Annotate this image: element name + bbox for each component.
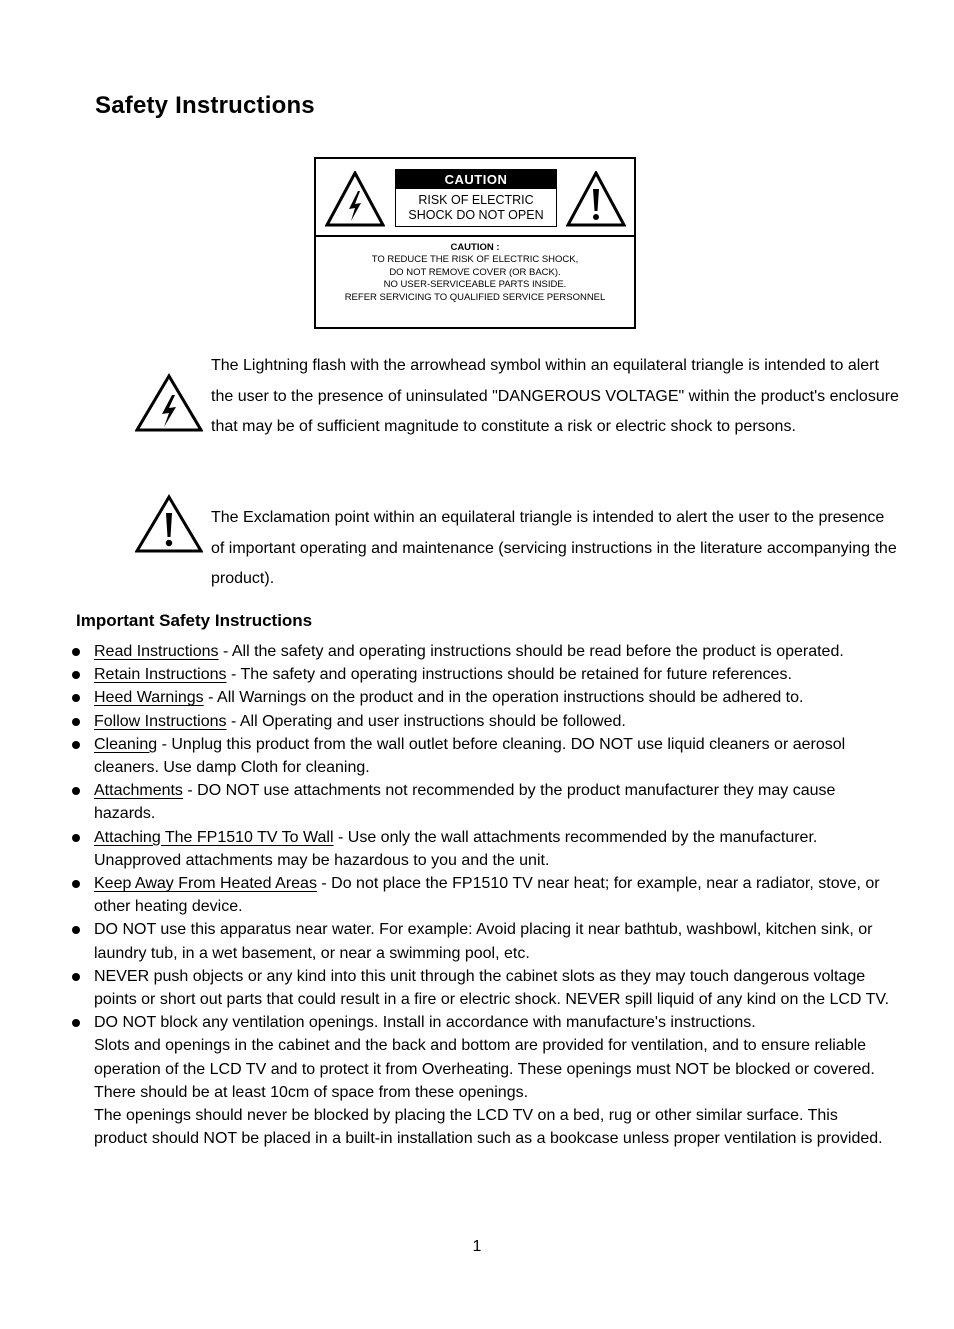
caution-label-line: RISK OF ELECTRIC [418,193,534,207]
exclamation-warning-icon [566,171,626,227]
lightning-symbol-icon [135,373,203,433]
caution-label-line: SHOCK DO NOT OPEN [408,208,544,222]
item-text: - All Warnings on the product and in the operation instructions should be adhered to. [203,689,804,707]
item-title: Keep Away From Heated Areas [94,875,317,893]
item-extra-text: Slots and openings in the cabinet and the back and bottom are provided for ventilation, and to ensure reliable operation of the LCD TV and to protect it from Overheating. These openings must NOT be blocked or covered. There should be at least 10cm of space from these openings. [94,1037,875,1101]
important-safety-heading: Important Safety Instructions [76,611,313,630]
item-text: - All Operating and user instructions should be followed. [226,712,626,730]
list-item [94,663,894,686]
caution-notice [316,237,634,304]
page-number: 1 [472,1238,482,1255]
item-title: Attachments [94,782,183,800]
caution-label-box [314,157,636,329]
item-extra-text: The openings should never be blocked by placing the LCD TV on a bed, rug or other similar surface. This product should NOT be placed in a built-in installation such as a bookcase unless proper ventilation is provided. [94,1107,883,1148]
caution-notice-line: NO USER-SERVICEABLE PARTS INSIDE. [383,279,567,290]
item-title: Follow Instructions [94,712,227,730]
item-title: Retain Instructions [94,666,227,684]
item-title: Heed Warnings [94,689,204,707]
caution-label-head: CAUTION [396,170,556,189]
item-text: - All the safety and operating instructions should be read before the product is operated. [218,643,844,660]
list-item [94,710,894,733]
item-text: - The safety and operating instructions should be retained for future references. [226,666,792,684]
list-item [94,779,894,825]
caution-label-body [396,189,556,223]
caution-notice-line: DO NOT REMOVE COVER (OR BACK). [389,266,561,278]
item-text: DO NOT use this apparatus near water. For example: Avoid placing it near bathtub, washbowl, kitchen sink, or laundry tub, in a wet basement, or near a swimming pool, etc. [94,921,873,962]
caution-label-top [316,159,634,237]
list-item [94,826,894,872]
item-text: NEVER push objects or any kind into this unit through the cabinet slots as they may touch dangerous voltage points or short out parts that could result in a fire or electric shock. NEVER spill liquid of any kind on the LCD TV. [94,967,890,1009]
caution-notice-line: TO REDUCE THE RISK OF ELECTRIC SHOCK, [371,254,579,265]
list-item [94,1011,894,1150]
exclamation-symbol-icon [135,494,203,554]
item-title: Cleaning [94,735,158,753]
page-title: Safety Instructions [95,92,315,119]
item-title: Attaching The FP1510 TV To Wall [94,828,334,846]
lightning-symbol-description: The Lightning flash with the arrowhead symbol within an equilateral triangle is intended to alert the user to the presence of uninsulated "DANGEROUS VOLTAGE" within the product's enclosure that may be of sufficient magnitude to constitute a risk or electric shock to persons. [211,357,899,435]
safety-instructions-list [94,640,894,1150]
item-text: - DO NOT use attachments not recommended by the product manufacturer they may cause hazards. [94,782,836,823]
caution-label [395,169,557,227]
list-item [94,733,894,779]
item-title: Read Instructions [94,643,219,660]
list-item [94,965,894,1011]
list-item [94,686,894,709]
lightning-warning-icon [325,171,385,227]
list-item [94,640,894,663]
item-text: - Do not place the FP1510 TV near heat; for example, near a radiator, stove, or other heating device. [94,875,880,916]
item-text: - Unplug this product from the wall outlet before cleaning. DO NOT use liquid cleaners or aerosol cleaners. Use damp Cloth for cleaning. [94,735,846,777]
caution-notice-line: REFER SERVICING TO QUALIFIED SERVICE PERSONNEL [344,291,606,303]
item-text: - Use only the wall attachments recommended by the manufacturer. Unapproved attachments may be hazardous to you and the unit. [94,828,818,869]
item-text: DO NOT block any ventilation openings. Install in accordance with manufacture's instructions. [94,1014,756,1032]
list-item [94,918,894,964]
list-item [94,872,894,918]
exclamation-symbol-description: The Exclamation point within an equilateral triangle is intended to alert the user to the presence of important operating and maintenance (servicing instructions in the literature accompanying the product). [211,509,897,587]
caution-notice-head: CAUTION : [450,242,500,253]
